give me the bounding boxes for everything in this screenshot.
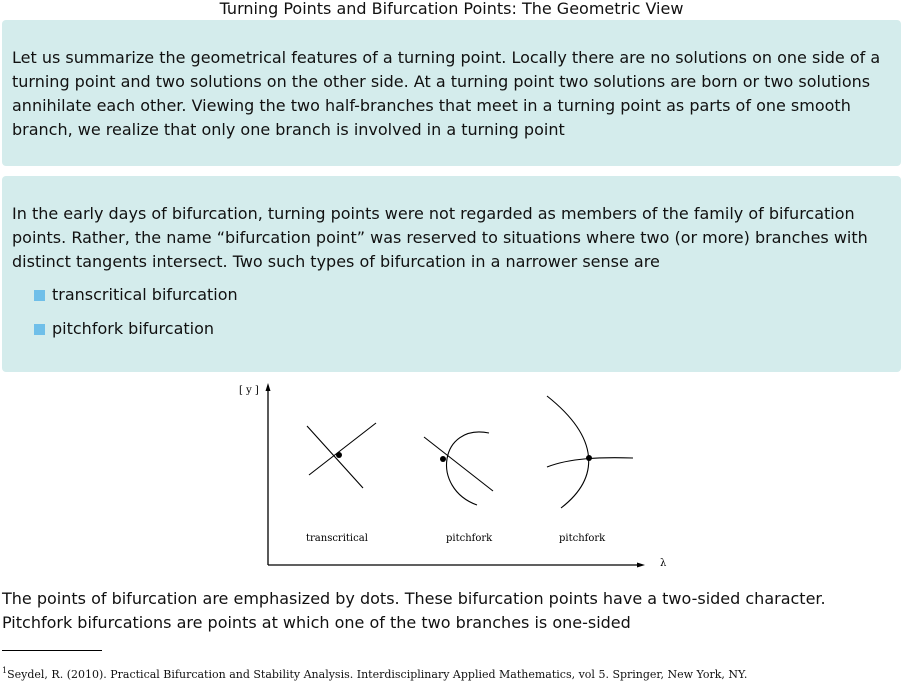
branch-curve (547, 396, 589, 508)
branch-curve (447, 432, 489, 505)
transcritical-sketch (307, 423, 376, 488)
bifurcation-point-dot (336, 452, 342, 458)
list-item-label: pitchfork bifurcation (52, 319, 215, 338)
bifurcation-point-dot (586, 455, 592, 461)
list-item (12, 312, 891, 346)
bifurcation-history-box (2, 176, 901, 372)
square-bullet-icon (34, 290, 45, 301)
bifurcation-type-list (12, 278, 891, 346)
footnote-marker: 1 (2, 666, 8, 675)
bifurcation-diagram (0, 378, 903, 578)
list-item-label: transcritical bifurcation (52, 285, 238, 304)
square-bullet-icon (34, 324, 45, 335)
turning-point-summary-box (2, 20, 901, 166)
footnote-divider (2, 650, 102, 651)
bifurcation-point-dot (440, 456, 446, 462)
pitchfork-sketch-2 (547, 396, 633, 508)
footnote (2, 664, 897, 682)
pitchfork-label-1: pitchfork (446, 533, 493, 544)
branch-line (309, 423, 376, 475)
y-axis-arrow-icon (266, 383, 271, 391)
list-item (12, 278, 891, 312)
footnote-text: Seydel, R. (2010). Practical Bifurcation and Stability Analysis. Interdisciplinary Applied Mathematics, vol 5. Springer, New York, NY. (7, 668, 748, 681)
turning-point-summary-text: Let us summarize the geometrical features of a turning point. Locally there are no solutions on one side of a turning point and two solutions on the other side. At a turning point two solutions are born or two solutions annihilate each other. Viewing the two half-branches that meet in a turning point as parts of one smooth branch, we realize that only one branch is involved in a turning point (12, 48, 881, 139)
branch-line (307, 426, 363, 488)
pitchfork-sketch-1 (424, 432, 493, 505)
pitchfork-label-2: pitchfork (559, 533, 606, 544)
branch-line (424, 437, 493, 491)
x-axis-arrow-icon (637, 563, 645, 568)
bifurcation-history-text: In the early days of bifurcation, turning points were not regarded as members of the family of bifurcation points. Rather, the name “bifurcation point” was reserved to situations where two (or more) branches with distinct tangents intersect. Two such types of bifurcation in a narrower sense are (12, 204, 868, 271)
figure-caption: The points of bifurcation are emphasized by dots. These bifurcation points have a two-sided character. Pitchfork bifurcations are points at which one of the two branches is one-sided (2, 589, 826, 632)
y-axis-label: [ y ] (239, 385, 259, 396)
x-axis-label: λ (660, 558, 667, 569)
transcritical-label: transcritical (306, 533, 368, 544)
page-title: Turning Points and Bifurcation Points: The Geometric View (219, 0, 684, 18)
